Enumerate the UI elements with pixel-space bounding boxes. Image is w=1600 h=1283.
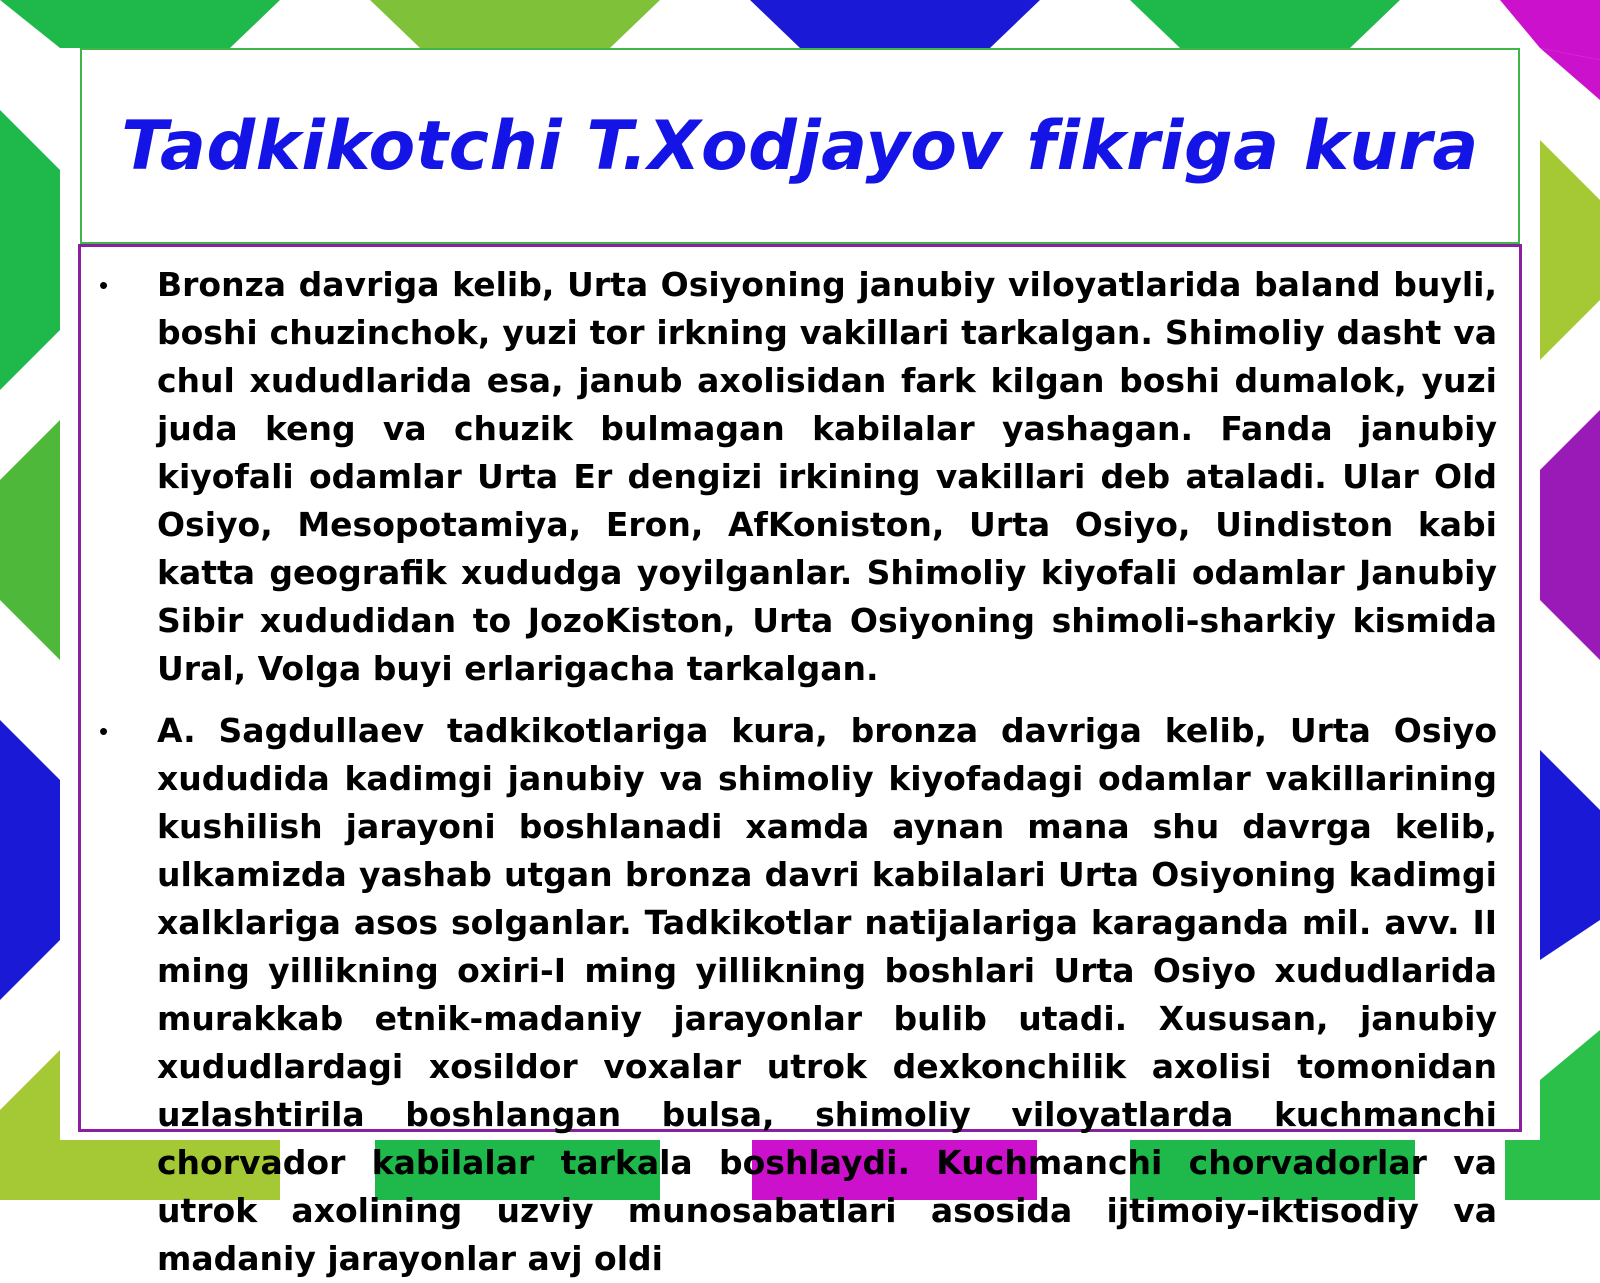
bullet-text: A. Sagdullaev tadkikotlariga kura, bronza davriga kelib, Urta Osiyo xududida kadimgi janubiy va shimoliy kiyofadagi odamlar vakillarining kushilish jarayoni boshlanadi xamda aynan mana shu davrga kelib, ulkamizda yashab utgan bronza davri kabilalari Urta Osiyoning kadimgi xalklariga asos solganlar. Tadkikotlar natijalariga karaganda mil. avv. II ming yillikning oxiri-I ming yillikning boshlari Urta Osiyo xududlarida murakkab etnik-madaniy jarayonlar bulib utadi. Xususan, janubiy xududlardagi xosildor voxalar utrok dexkonchilik axolisi tomonidan uzlashtirila boshlangan bulsa, shimoliy viloyatlarda kuchmanchi chorvador kabilalar tarkala boshlaydi. Kuchmanchi chorvadorlar va utrok axolining uzviy munosabatlari asosida ijtimoiy-iktisodiy va madaniy jarayonlar avj oldi xyxy=(157,711,1497,1278)
bullet-icon: • xyxy=(99,270,109,300)
list-item xyxy=(81,261,1497,693)
bullet-icon: • xyxy=(99,716,109,746)
bullet-text: Bronza davriga kelib, Urta Osiyoning janubiy viloyatlarida baland buyli, boshi chuzinchok, yuzi tor irkning vakillari tarkalgan. Shimoliy dasht va chul xududlarida esa, janub axolisidan fark kilgan boshi dumalok, yuzi juda keng va chuzik bulmagan kabilalar yashagan. Fanda janubiy kiyofali odamlar Urta Er dengizi irkining vakillari deb ataladi. Ular Old Osiyo, Mesopotamiya, Eron, AfKoniston, Urta Osiyo, Uindiston kabi katta geografik xududga yoyilganlar. Shimoliy kiyofali odamlar Janubiy Sibir xududidan to JozoKiston, Urta Osiyoning shimoli-sharkiy kismida Ural, Volga buyi erlarigacha tarkalgan. xyxy=(157,265,1497,688)
slide-title: Tadkikotchi T.Xodjayov fikriga kura xyxy=(121,106,1479,186)
list-item xyxy=(81,707,1497,1283)
title-box xyxy=(80,48,1520,244)
bullet-list xyxy=(81,261,1497,1283)
content-box xyxy=(78,244,1522,1278)
